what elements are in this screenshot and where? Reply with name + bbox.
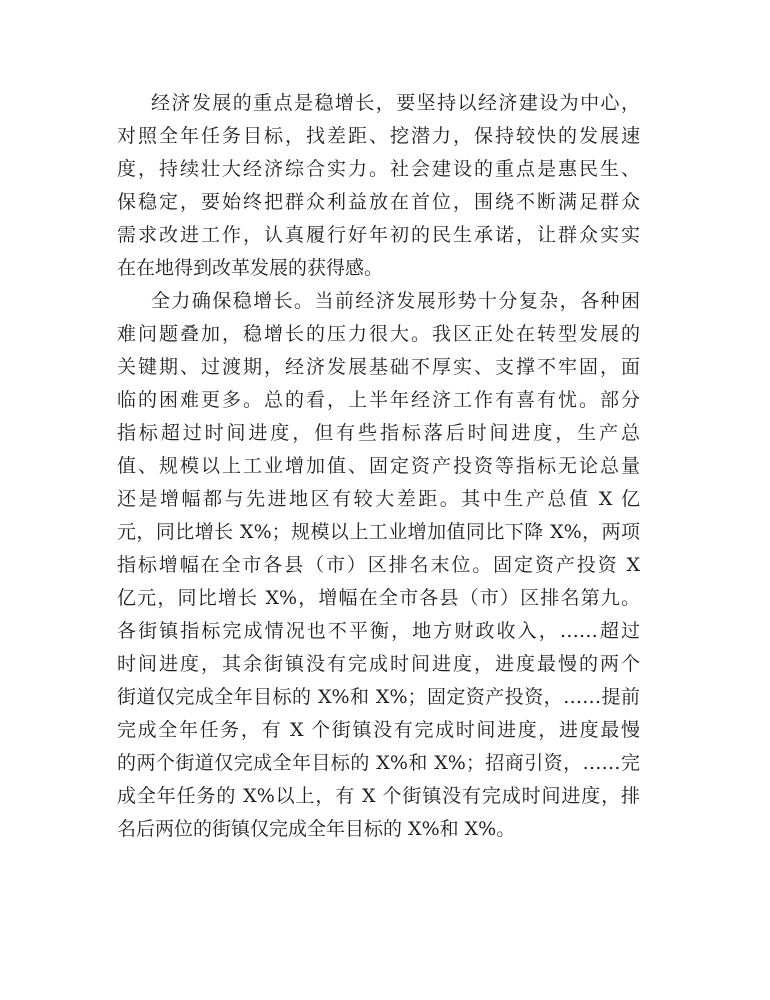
document-body	[117, 87, 640, 846]
paragraph-2-line-7: 还是增幅都与先进地区有较大差距。其中生产总值 X 亿	[117, 488, 640, 510]
paragraph-1-line-1: 经济发展的重点是稳增长，要坚持以经济建设为中心，	[151, 92, 640, 114]
paragraph-2-line-8: 元，同比增长 X%；规模以上工业增加值同比下降 X%，两项	[117, 521, 640, 543]
paragraph-1-line-4: 保稳定，要始终把群众利益放在首位，围绕不断满足群众	[117, 191, 640, 213]
paragraph-2-line-15: 的两个街道仅完成全年目标的 X%和 X%；招商引资，……完	[117, 752, 640, 774]
paragraph-2-line-16: 成全年任务的 X%以上，有 X 个街镇没有完成时间进度，排	[117, 785, 640, 807]
paragraph-2-line-13: 街道仅完成全年目标的 X%和 X%；固定资产投资，……提前	[117, 686, 640, 708]
paragraph-2-line-9: 指标增幅在全市各县（市）区排名末位。固定资产投资 X	[117, 554, 640, 576]
paragraph-1-line-2: 对照全年任务目标，找差距、挖潜力，保持较快的发展速	[117, 125, 640, 147]
paragraph-2-line-10: 亿元，同比增长 X%，增幅在全市各县（市）区排名第九。	[117, 587, 640, 609]
paragraph-1-line-6: 在在地得到改革发展的获得感。	[117, 257, 384, 279]
paragraph-2-line-17: 名后两位的街镇仅完成全年目标的 X%和 X%。	[117, 818, 516, 840]
paragraph-2-line-5: 指标超过时间进度，但有些指标落后时间进度，生产总	[117, 422, 640, 444]
paragraph-2-line-12: 时间进度，其余街镇没有完成时间进度，进度最慢的两个	[117, 653, 640, 675]
paragraph-2-line-1: 全力确保稳增长。当前经济发展形势十分复杂，各种困	[151, 290, 640, 312]
paragraph-1-line-5: 需求改进工作，认真履行好年初的民生承诺，让群众实实	[117, 224, 640, 246]
paragraph-2-line-3: 关键期、过渡期，经济发展基础不厚实、支撑不牢固，面	[117, 356, 640, 378]
paragraph-1-line-3: 度，持续壮大经济综合实力。社会建设的重点是惠民生、	[117, 158, 640, 180]
paragraph-2-line-4: 临的困难更多。总的看，上半年经济工作有喜有忧。部分	[117, 389, 640, 411]
paragraph-2-line-14: 完成全年任务，有 X 个街镇没有完成时间进度，进度最慢	[117, 719, 640, 741]
paragraph-2-line-2: 难问题叠加，稳增长的压力很大。我区正处在转型发展的	[117, 323, 640, 345]
paragraph-2-line-6: 值、规模以上工业增加值、固定资产投资等指标无论总量	[117, 455, 640, 477]
paragraph-2-line-11: 各街镇指标完成情况也不平衡，地方财政收入，……超过	[117, 620, 640, 642]
